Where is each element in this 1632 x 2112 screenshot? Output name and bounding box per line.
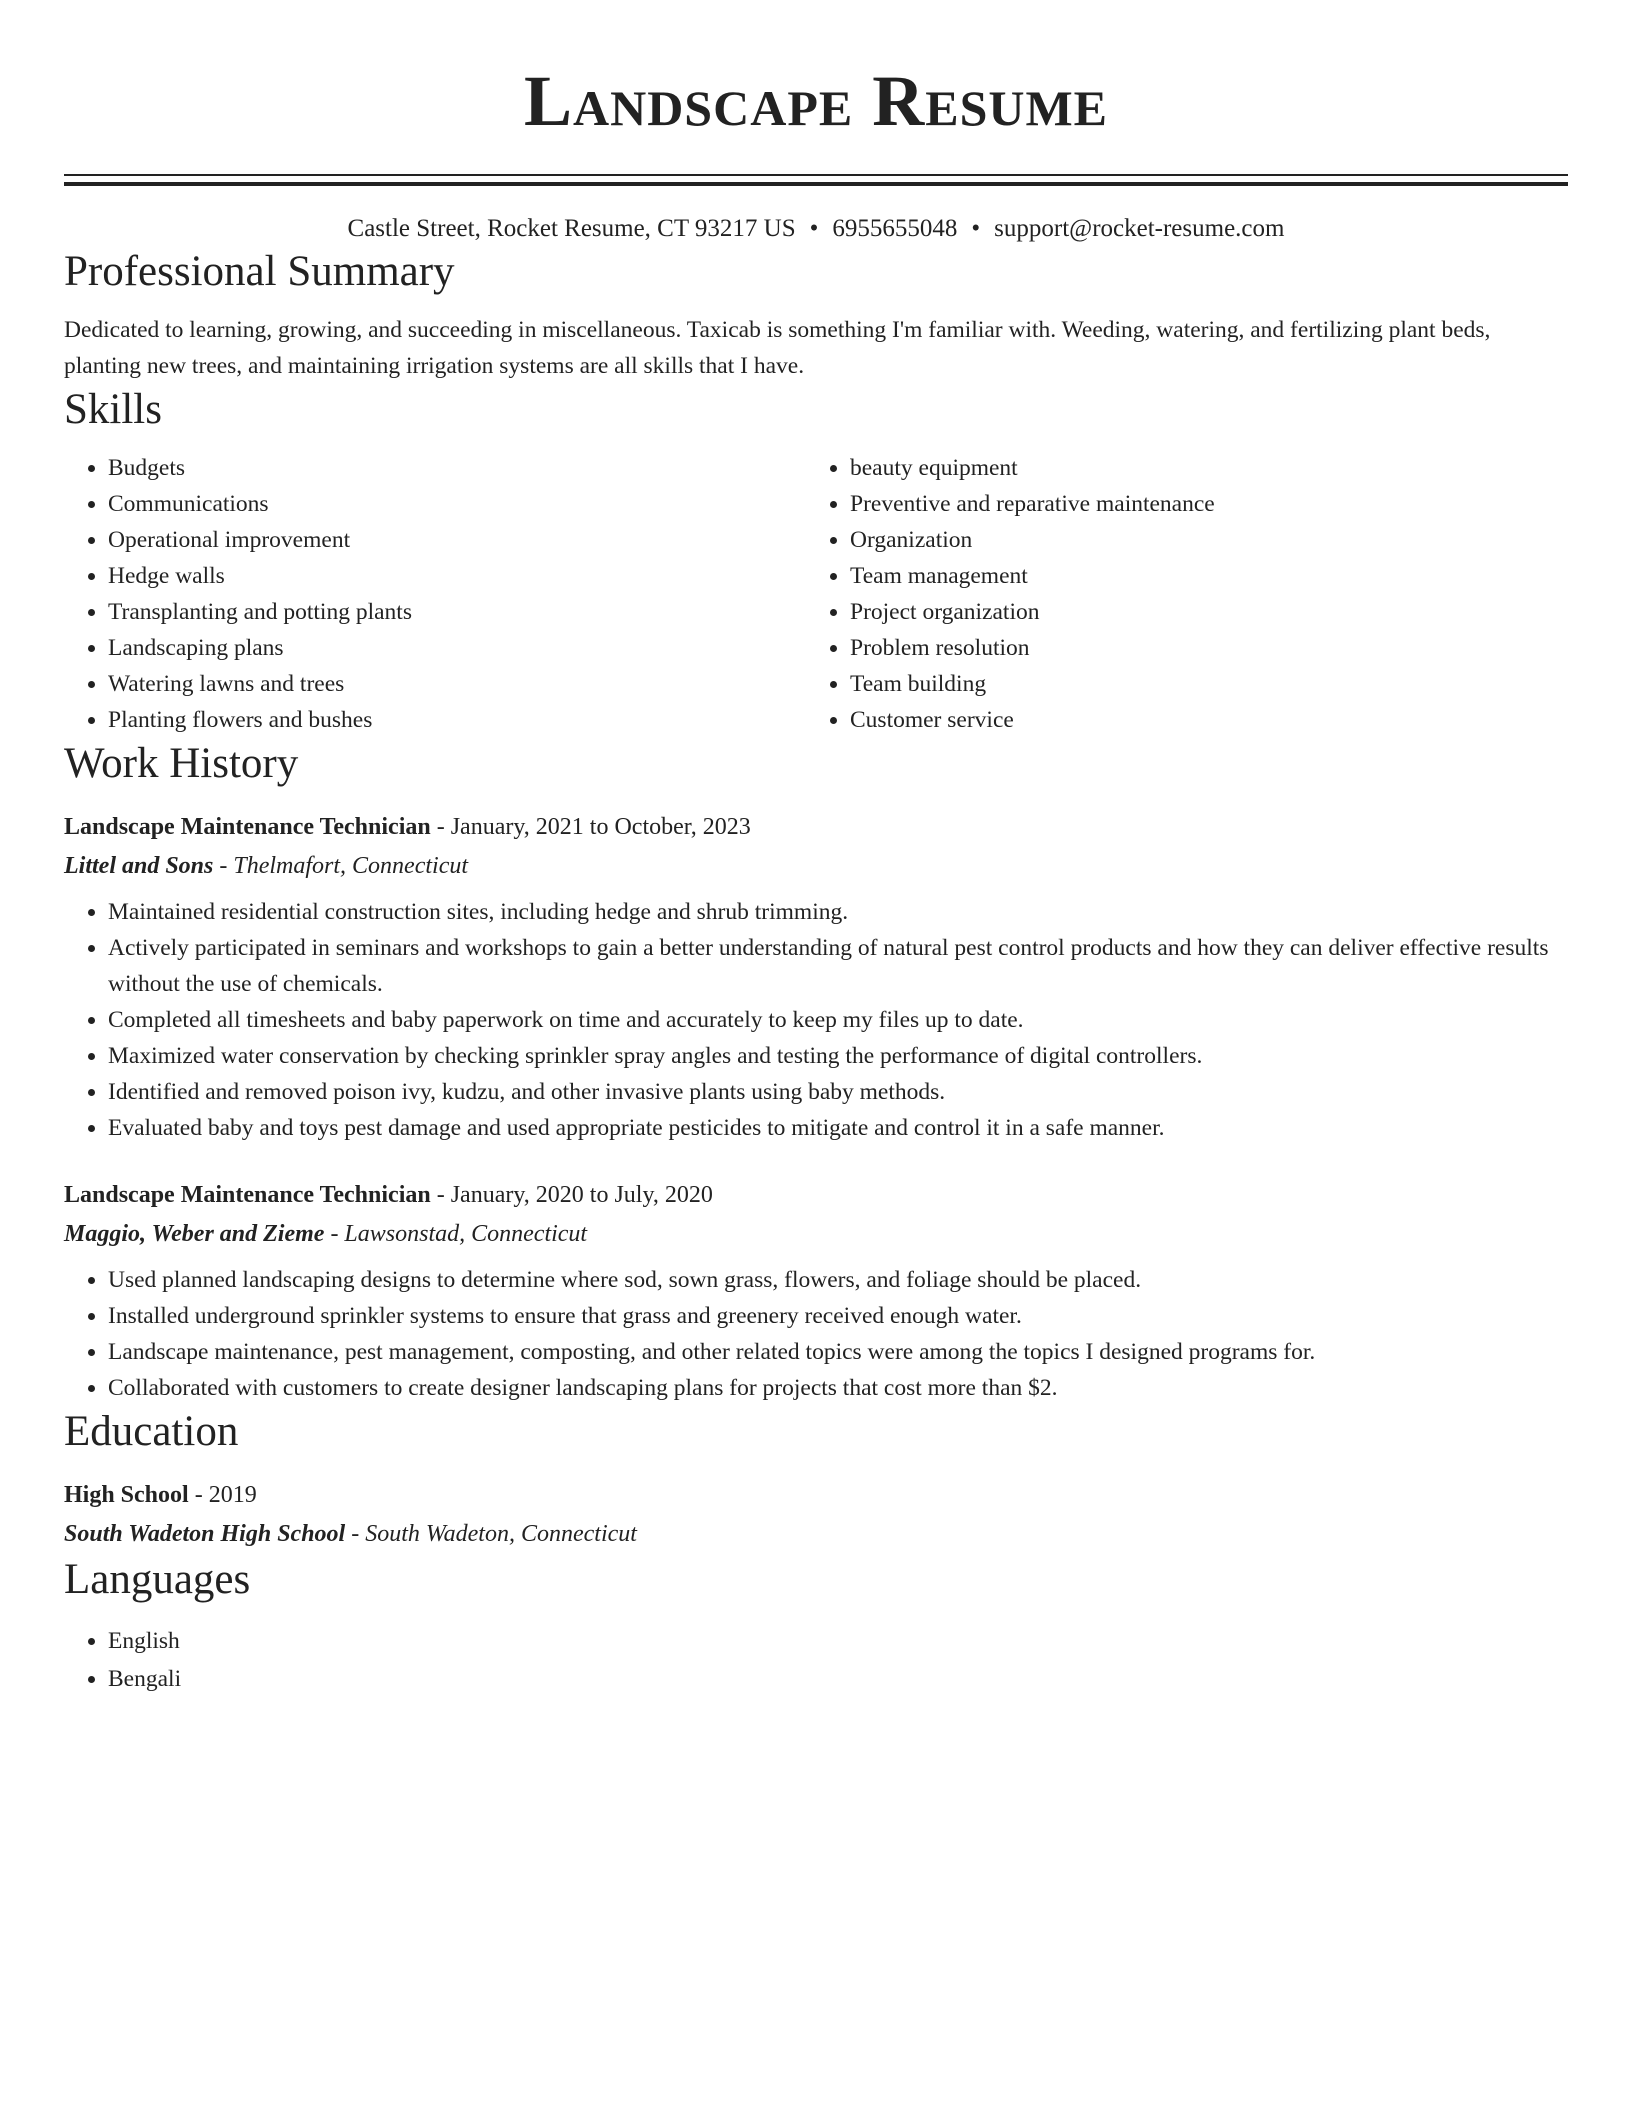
- skill-item: • Preventive and reparative maintenance: [850, 486, 1568, 522]
- resume-name: Landscape Resume: [523, 61, 1109, 141]
- job-company-line: [64, 846, 1568, 886]
- job-title: Landscape Maintenance Technician: [64, 814, 431, 840]
- skills-column-left: [64, 450, 806, 738]
- summary-heading: Professional Summary: [64, 248, 455, 295]
- contact-separator: •: [809, 215, 819, 242]
- job-bullet: • Maintained residential construction sites, including hedge and shrub trimming.: [108, 894, 1568, 930]
- job-title-line: [64, 1176, 1568, 1214]
- skill-item: • Watering lawns and trees: [108, 666, 806, 702]
- skills-column-right: [806, 450, 1568, 738]
- job-location: - Lawsonstad, Connecticut: [324, 1221, 588, 1247]
- skill-item: • Team building: [850, 666, 1568, 702]
- job-company: Littel and Sons: [64, 853, 214, 879]
- skills-heading: Skills: [64, 386, 162, 433]
- job-bullet: • Landscape maintenance, pest management, composting, and other related topics were among the topics I designed programs for.: [108, 1334, 1568, 1370]
- skill-item: • Operational improvement: [108, 522, 806, 558]
- skill-item: • Problem resolution: [850, 630, 1568, 666]
- job-bullet: • Used planned landscaping designs to determine where sod, sown grass, flowers, and foliage should be placed.: [108, 1262, 1568, 1298]
- job-dates: - January, 2021 to October, 2023: [430, 814, 751, 840]
- education-school-line: [64, 1514, 1568, 1554]
- education-degree-line: [64, 1476, 1568, 1514]
- job-bullet: • Completed all timesheets and baby paperwork on time and accurately to keep my files up to date.: [108, 1002, 1568, 1038]
- skill-item: • Organization: [850, 522, 1568, 558]
- skill-item: • Hedge walls: [108, 558, 806, 594]
- contact-email: support@rocket-resume.com: [994, 215, 1285, 242]
- education-location: - South Wadeton, Connecticut: [345, 1521, 637, 1547]
- education-heading: Education: [64, 1408, 239, 1455]
- contact-separator: •: [971, 215, 981, 242]
- skill-item: • beauty equipment: [850, 450, 1568, 486]
- job-bullet: • Actively participated in seminars and workshops to gain a better understanding of natural pest control products and how they can deliver effective results without the use of chemicals.: [108, 930, 1568, 1002]
- skill-item: • Customer service: [850, 702, 1568, 738]
- job-title-line: [64, 808, 1568, 846]
- job-bullet: • Identified and removed poison ivy, kudzu, and other invasive plants using baby methods.: [108, 1074, 1568, 1110]
- contact-address: Castle Street, Rocket Resume, CT 93217 US: [347, 215, 796, 242]
- summary-text: Dedicated to learning, growing, and succeeding in miscellaneous. Taxicab is something I'm familiar with. Weeding, watering, and fertilizing plant beds, planting new trees, and maintaining irrigation systems are all skills that I have.: [64, 317, 1491, 379]
- job-company-line: [64, 1214, 1568, 1254]
- skill-item: • Communications: [108, 486, 806, 522]
- job-entry: [64, 808, 1568, 1146]
- skill-item: • Transplanting and potting plants: [108, 594, 806, 630]
- job-bullets: [64, 894, 1568, 1146]
- skill-item: • Landscaping plans: [108, 630, 806, 666]
- contact-phone: 6955655048: [832, 215, 958, 242]
- languages-list: [64, 1622, 1568, 1698]
- language-item: • English: [108, 1622, 1568, 1660]
- job-bullet: • Installed underground sprinkler systems to ensure that grass and greenery received enough water.: [108, 1298, 1568, 1334]
- job-bullets: [64, 1262, 1568, 1406]
- education-year: - 2019: [188, 1482, 257, 1508]
- languages-heading: Languages: [64, 1556, 251, 1603]
- work-history-heading: Work History: [64, 740, 299, 787]
- skills-list: [64, 450, 1568, 738]
- education-school: South Wadeton High School: [64, 1521, 346, 1547]
- language-item: • Bengali: [108, 1660, 1568, 1698]
- education-degree: High School: [64, 1482, 189, 1508]
- skill-item: • Planting flowers and bushes: [108, 702, 806, 738]
- skill-item: • Project organization: [850, 594, 1568, 630]
- job-dates: - January, 2020 to July, 2020: [430, 1182, 713, 1208]
- skill-item: • Team management: [850, 558, 1568, 594]
- header-divider: [64, 174, 1568, 176]
- job-bullet: • Collaborated with customers to create designer landscaping plans for projects that cost more than $2.: [108, 1370, 1568, 1406]
- contact-line: [64, 212, 1568, 246]
- job-title: Landscape Maintenance Technician: [64, 1182, 431, 1208]
- skill-item: • Budgets: [108, 450, 806, 486]
- job-entry: [64, 1176, 1568, 1406]
- job-location: - Thelmafort, Connecticut: [213, 853, 469, 879]
- job-company: Maggio, Weber and Zieme: [64, 1221, 325, 1247]
- job-bullet: • Maximized water conservation by checking sprinkler spray angles and testing the performance of digital controllers.: [108, 1038, 1568, 1074]
- job-bullet: • Evaluated baby and toys pest damage and used appropriate pesticides to mitigate and control it in a safe manner.: [108, 1110, 1568, 1146]
